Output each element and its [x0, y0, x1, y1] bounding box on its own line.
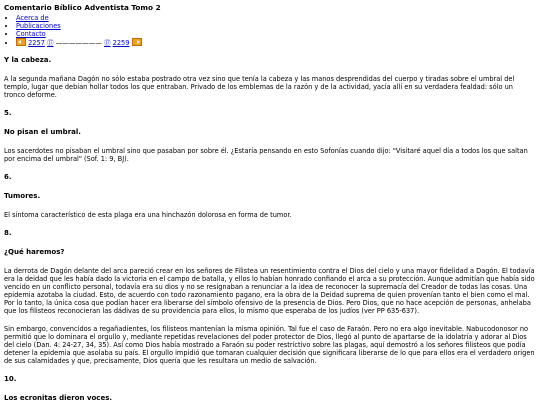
- pager-dashes: ———————: [55, 39, 102, 47]
- section-heading: 5.: [4, 109, 12, 117]
- section-heading: 8.: [4, 229, 12, 237]
- nav-list: [4, 14, 536, 47]
- section-heading: No pisan el umbral.: [4, 128, 81, 136]
- next-page-glyph[interactable]: ⑰: [103, 39, 111, 47]
- nav-link-publications[interactable]: Publicaciones: [16, 22, 61, 30]
- page-title: Comentario Bíblico Adventista Tomo 2: [4, 3, 161, 12]
- paragraph: Los sacerdotes no pisaban el umbral sino que pasaban por sobre él. ¿Estaría pensando en esto Sofonías cuando dijo: "Visitaré aquel día a todos los que saltan por encima del umbral" (Sof. 1: 9, BJ).: [4, 147, 528, 163]
- section-heading: Tumores.: [4, 192, 41, 200]
- nav-item-publications: [16, 22, 536, 30]
- nav-item-about: [16, 14, 536, 22]
- paragraph: Sin embargo, convencidos a regañadientes, los filisteos mantenían la misma opinión. Tal fue el caso de Faraón. Pero no era algo inevitable. Nabucodonosor no permitió que lo dominara el orgullo y, mediante repetidas revelaciones del poder protector de Dios, llegó al punto de apartarse de la idolatría y adorar al Dios del cielo (Dan. 4: 24-27, 34, 35). Así como Dios había mostrado a Faraón su poder restrictivo sobre las plagas, aquí demostró a los señores filisteos que podía detener la epidemia que asolaba su país. El orgullo impidió que tomaran cualquier decisión que significara liberarse de lo que para ellos era el verdadero origen de sus calamidades y que, precisamente, Dios quería que les resultara un medio de salvación.: [4, 325, 535, 365]
- paragraph: La derrota de Dagón delante del arca pareció crear en los señores de Filistea un resentimiento contra el Dios del cielo y una mayor fidelidad a Dagón. El todavía era la deidad que les había dado la victoria en el campo de batalla, y ellos lo habían honrado confiando el arca a su protección. Aunque admitían que había sido vencido en un conflicto personal, todavía era su dios y no se resignaban a renunciar a la idea de reconocer la supremacía del Creador de todas las cosas. Una epidemia azotaba la ciudad. Esto, de acuerdo con todo razonamiento pagano, era la obra de la Deidad suprema de quien provenían tanto el bien como el mal. Por lo tanto, la única cosa que podían hacer era liberarse del símbolo ofensivo de la presencia de Dios. Pero Dios, que no hace acepción de personas, anhelaba que los filisteos reconocieran las dádivas de su providencia para ellos, lo mismo que esperaba de los judíos (ver PP 635-637).: [4, 267, 535, 315]
- pager: [16, 38, 536, 47]
- section-heading: 6.: [4, 173, 12, 181]
- paragraph: A la segunda mañana Dagón no sólo estaba postrado otra vez sino que tenía la cabeza y las manos desprendidas del cuerpo y tiradas sobre el umbral del templo, lugar que debían hollar todos los que entraban. Privado de los emblemas de la razón y de la actividad, yacía allí en su verdadera fealdad: sólo un tronco deforme.: [4, 75, 515, 99]
- next-arrow-icon[interactable]: [132, 38, 142, 46]
- section-heading: Los ecronitas dieron voces.: [4, 394, 113, 402]
- nav-item-contact: [16, 30, 536, 38]
- section-heading: Y la cabeza.: [4, 56, 52, 64]
- prev-arrow-icon[interactable]: [16, 38, 26, 46]
- article-content: [4, 56, 536, 403]
- paragraph: El síntoma característico de esta plaga era una hinchazón dolorosa en forma de tumor.: [4, 211, 292, 219]
- nav-link-about[interactable]: Acerca de: [16, 14, 49, 22]
- nav-link-contact[interactable]: Contacto: [16, 30, 46, 38]
- prev-page-glyph[interactable]: ⑰: [47, 39, 54, 47]
- pager-line: [16, 38, 142, 47]
- section-heading: ¿Qué haremos?: [4, 248, 65, 256]
- next-page-link[interactable]: 2259: [112, 39, 130, 47]
- prev-page-link[interactable]: 2257: [28, 39, 45, 47]
- section-heading: 10.: [4, 375, 17, 383]
